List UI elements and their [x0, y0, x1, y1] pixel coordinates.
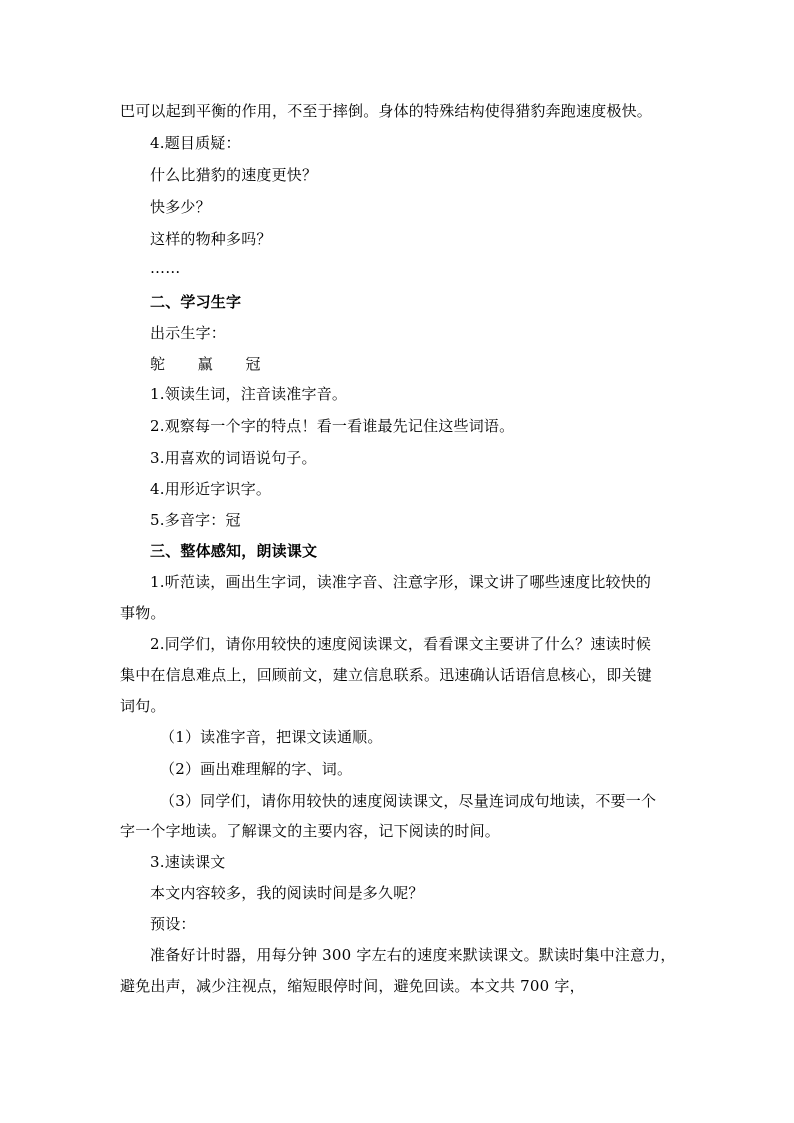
paragraph-line: 字一个字地读。了解课文的主要内容，记下阅读的时间。: [120, 822, 501, 840]
section-heading: 二、学习生字: [150, 293, 242, 311]
sub-item: （3）同学们，请你用较快的速度阅读课文，尽量连词成句地读，不要一个: [160, 792, 657, 810]
list-item: 1.领读生词，注音读准字音。: [150, 385, 348, 403]
paragraph-line: 出示生字：: [150, 324, 227, 342]
question-line: 什么比猎豹的速度更快？: [150, 166, 318, 184]
list-item: 2.观察每一个字的特点！看一看谁最先记住这些词语。: [150, 417, 515, 435]
paragraph-line: 2.同学们，请你用较快的速度阅读课文，看看课文主要讲了什么？速读时候: [150, 635, 652, 653]
paragraph-line: 本文内容较多，我的阅读时间是多久呢？: [150, 884, 424, 902]
list-item: 3.用喜欢的词语说句子。: [150, 449, 317, 467]
question-line: 这样的物种多吗？: [150, 230, 272, 248]
sub-item: （1）读准字音，把课文读通顺。: [160, 728, 383, 746]
section-item: 3.速读课文: [150, 853, 226, 871]
section-heading: 三、整体感知，朗读课文: [150, 542, 318, 560]
paragraph-line: 巴可以起到平衡的作用，不至于摔倒。身体的特殊结构使得猎豹奔跑速度极快。: [120, 102, 653, 120]
ellipsis-line: ……: [150, 259, 181, 277]
section-item: 4.题目质疑：: [150, 134, 241, 152]
list-item: 5.多音字：冠: [150, 511, 241, 529]
paragraph-line: 集中在信息难点上，回顾前文，建立信息联系。迅速确认话语信息核心，即关键: [120, 666, 653, 684]
paragraph-line: 准备好计时器，用每分钟 300 字左右的速度来默读课文。默读时集中注意力，: [150, 946, 676, 964]
paragraph-line: 词句。: [120, 697, 166, 715]
vocabulary-characters: 鸵 赢 冠: [150, 355, 275, 373]
list-item: 4.用形近字识字。: [150, 480, 272, 498]
question-line: 快多少？: [150, 198, 211, 216]
paragraph-line: 事物。: [120, 604, 166, 622]
paragraph-line: 避免出声，减少注视点，缩短眼停时间，避免回读。本文共 700 字，: [120, 977, 585, 995]
paragraph-line: 1.听范读，画出生字词，读准字音、注意字形，课文讲了哪些速度比较快的: [150, 573, 652, 591]
paragraph-line: 预设：: [150, 915, 196, 933]
sub-item: （2）画出难理解的字、词。: [160, 760, 353, 778]
